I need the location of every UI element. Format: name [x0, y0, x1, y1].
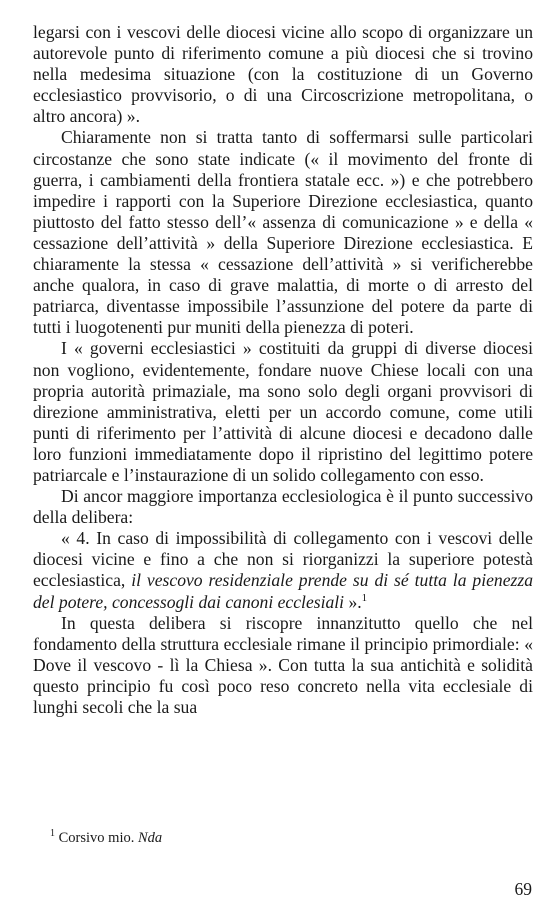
text-segment: Di ancor maggiore importanza ecclesiologica è il punto successivo della delibera:: [33, 486, 533, 528]
page-number: 69: [514, 879, 532, 899]
body-text: [33, 22, 533, 718]
footnote-reference: 1: [361, 591, 368, 604]
text-segment: « 4. In caso di impossibilità di collegamento con i vescovi delle diocesi vicine e fino a che non si riorganizzi la superiore potestà ecclesiastica,: [33, 528, 533, 591]
footnote: [50, 829, 530, 847]
paragraph: [33, 613, 533, 718]
italic-text: il vescovo residenziale prende su di sé tutta la pienezza del potere, concessogli dai canoni ecclesiali: [33, 570, 533, 612]
paragraph: [33, 22, 533, 127]
paragraph: [33, 338, 533, 486]
footnote-marker: 1: [50, 828, 55, 840]
text-segment: In questa delibera si riscopre innanzitutto quello che nel fondamento della struttura ecclesiale rimane il principio primordiale: « Dove il vescovo - lì la Chiesa ». Con tutta la sua antichità e solidità questo principio fu così poco reso concreto nella vita ecclesiale di lunghi secoli che la sua: [33, 612, 533, 717]
paragraph: [33, 528, 533, 612]
paragraph: [33, 127, 533, 338]
text-segment: Chiaramente non si tratta tanto di soffermarsi sulle particolari circostanze che sono state indicate (« il movimento del fronte di guerra, i cambiamenti della frontiera statale ecc. ») e che potrebbero impedire i rapporti con la Superiore Direzione ecclesiastica, quanto piuttosto del fatto stesso dell’« assenza di comunicazione » e della « cessazione dell’attività » della Superiore Direzione ecclesiastica. E chiaramente la stessa « cessazione dell’attività » si verificherebbe anche qualora, in caso di grave malattia, di morte o di arresto del patriarca, diventasse impossibile l’assunzione del potere da parte di tutti i luogotenenti pur muniti della pienezza di poteri.: [33, 127, 533, 338]
text-segment: legarsi con i vescovi delle diocesi vicine allo scopo di organizzare un autorevole punto di riferimento comune a più diocesi che si trovino nella medesima situazione (con la costituzione di un Governo ecclesiastico provvisorio, o di una Circoscrizione metropolitana, o altro ancora) ».: [33, 22, 533, 127]
text-segment: ».: [344, 591, 362, 612]
footnote-italic-text: Nda: [137, 830, 163, 846]
text-segment: I « governi ecclesiastici » costituiti da gruppi di diverse diocesi non vogliono, evidentemente, fondare nuove Chiese locali con una propria autorità primaziale, ma sono solo degli organi provvisori di direzione amministrativa, eletti per un accordo comune, come utili punti di riferimento per l’attività di alcune diocesi e decadono dalle loro funzioni immediatamente dopo il ripristino del legittimo potere patriarcale e l’instaurazione di un solido collegamento con esso.: [33, 338, 533, 485]
footnote-text: Corsivo mio.: [58, 830, 138, 846]
paragraph: [33, 486, 533, 528]
